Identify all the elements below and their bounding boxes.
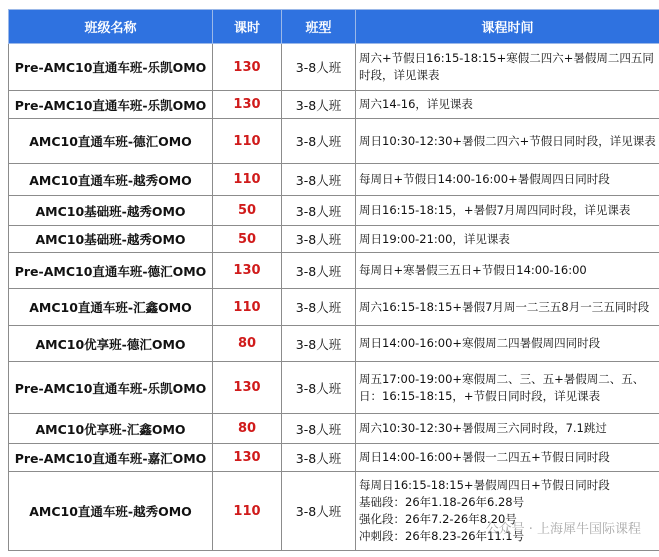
hours-cell: 130 bbox=[213, 253, 282, 289]
class-type-cell: 3-8人班 bbox=[282, 119, 356, 164]
course-time-line: 周日14:00-16:00+寒假周二四暑假周四同时段 bbox=[359, 336, 601, 350]
table-row bbox=[9, 414, 659, 444]
table-row bbox=[9, 289, 659, 326]
course-time-cell bbox=[356, 289, 659, 326]
class-type-cell: 3-8人班 bbox=[282, 196, 356, 226]
table-row bbox=[9, 44, 659, 91]
class-name-cell: Pre-AMC10直通车班-乐凯OMO bbox=[9, 362, 213, 414]
course-time-line: 周六16:15-18:15+暑假7月周一二三五8月一三五同时段 bbox=[359, 299, 650, 314]
hours-cell: 110 bbox=[213, 289, 282, 326]
table-row bbox=[9, 91, 659, 119]
class-type-cell: 3-8人班 bbox=[282, 253, 356, 289]
course-time-cell bbox=[356, 226, 659, 253]
class-type-cell: 3-8人班 bbox=[282, 414, 356, 444]
class-type-cell: 3-8人班 bbox=[282, 472, 356, 551]
hours-cell: 50 bbox=[213, 226, 282, 253]
class-type-cell: 3-8人班 bbox=[282, 91, 356, 119]
course-time-cell bbox=[356, 414, 659, 444]
course-time-line: 周六14-16，详见课表 bbox=[359, 97, 473, 111]
header-class-name: 班级名称 bbox=[9, 10, 213, 44]
course-time-cell bbox=[356, 91, 659, 119]
hours-cell: 80 bbox=[213, 414, 282, 444]
course-time-cell bbox=[356, 362, 659, 414]
class-name-cell: Pre-AMC10直通车班-乐凯OMO bbox=[9, 91, 213, 119]
course-time-line: 周六10:30-12:30+暑假周三六同时段，7.1跳过 bbox=[359, 421, 607, 435]
class-type-cell: 3-8人班 bbox=[282, 444, 356, 472]
class-name-cell: Pre-AMC10直通车班-嘉汇OMO bbox=[9, 444, 213, 472]
course-time-cell bbox=[356, 164, 659, 196]
watermark: 公众号 · 上海犀牛国际课程 bbox=[485, 522, 641, 537]
table-row bbox=[9, 253, 659, 289]
header-hours: 课时 bbox=[213, 10, 282, 44]
course-schedule-table bbox=[8, 9, 659, 551]
header-class-type: 班型 bbox=[282, 10, 356, 44]
table-row bbox=[9, 119, 659, 164]
header-course-time: 课程时间 bbox=[356, 10, 659, 44]
course-time-line: 时段，详见课表 bbox=[359, 68, 440, 82]
class-name-cell: AMC10基础班-越秀OMO bbox=[9, 226, 213, 253]
class-name-cell: AMC10基础班-越秀OMO bbox=[9, 196, 213, 226]
hours-cell: 110 bbox=[213, 472, 282, 551]
course-time-line: 强化段：26年7.2-26年8.20号 bbox=[359, 512, 517, 526]
table-row bbox=[9, 226, 659, 253]
hours-cell: 110 bbox=[213, 119, 282, 164]
hours-cell: 130 bbox=[213, 362, 282, 414]
course-time-line: 每周日+寒暑假三五日+节假日14:00-16:00 bbox=[359, 263, 587, 277]
hours-cell: 110 bbox=[213, 164, 282, 196]
hours-cell: 50 bbox=[213, 196, 282, 226]
course-time-line: 冲刺段：26年8.23-26年11.1号 bbox=[359, 529, 525, 543]
course-time-line: 周日16:15-18:15，+暑假7月周四同时段，详见课表 bbox=[359, 203, 631, 217]
course-time-line: 日：16:15-18:15，+节假日同时段，详见课表 bbox=[359, 388, 601, 403]
table-row bbox=[9, 472, 659, 551]
hours-cell: 130 bbox=[213, 91, 282, 119]
course-time-line: 周日19:00-21:00，详见课表 bbox=[359, 231, 510, 246]
class-name-cell: AMC10优享班-汇鑫OMO bbox=[9, 414, 213, 444]
course-time-cell bbox=[356, 326, 659, 362]
table-row bbox=[9, 164, 659, 196]
table-row bbox=[9, 326, 659, 362]
course-time-line: 每周日+节假日14:00-16:00+暑假周四日同时段 bbox=[359, 172, 610, 186]
class-name-cell: AMC10优享班-德汇OMO bbox=[9, 326, 213, 362]
class-type-cell: 3-8人班 bbox=[282, 44, 356, 91]
class-name-cell: AMC10直通车班-越秀OMO bbox=[9, 164, 213, 196]
table-row bbox=[9, 196, 659, 226]
class-name-cell: Pre-AMC10直通车班-乐凯OMO bbox=[9, 44, 213, 91]
course-time-cell bbox=[356, 253, 659, 289]
table-row bbox=[9, 362, 659, 414]
class-type-cell: 3-8人班 bbox=[282, 226, 356, 253]
course-time-line: 周日14:00-16:00+暑假一二四五+节假日同时段 bbox=[359, 450, 610, 464]
header-row bbox=[9, 10, 659, 44]
class-type-cell: 3-8人班 bbox=[282, 326, 356, 362]
table-row bbox=[9, 444, 659, 472]
table-body bbox=[9, 44, 659, 551]
class-name-cell: Pre-AMC10直通车班-德汇OMO bbox=[9, 253, 213, 289]
class-type-cell: 3-8人班 bbox=[282, 289, 356, 326]
course-time-line: 周日10:30-12:30+暑假二四六+节假日同时段，详见课表 bbox=[359, 133, 656, 148]
hours-cell: 80 bbox=[213, 326, 282, 362]
class-type-cell: 3-8人班 bbox=[282, 164, 356, 196]
hours-cell: 130 bbox=[213, 444, 282, 472]
hours-cell: 130 bbox=[213, 44, 282, 91]
course-time-cell bbox=[356, 196, 659, 226]
class-name-cell: AMC10直通车班-汇鑫OMO bbox=[9, 289, 213, 326]
course-time-line: 周六+节假日16:15-18:15+寒假二四六+暑假周二四五同 bbox=[359, 51, 654, 65]
course-time-cell bbox=[356, 44, 659, 91]
course-time-cell bbox=[356, 472, 659, 551]
course-time-line: 每周日16:15-18:15+暑假周四日+节假日同时段 bbox=[359, 478, 610, 492]
class-type-cell: 3-8人班 bbox=[282, 362, 356, 414]
class-name-cell: AMC10直通车班-越秀OMO bbox=[9, 472, 213, 551]
course-time-cell bbox=[356, 444, 659, 472]
course-time-line: 基础段：26年1.18-26年6.28号 bbox=[359, 495, 525, 509]
course-time-line: 周五17:00-19:00+寒假周二、三、五+暑假周二、五、 bbox=[359, 371, 645, 386]
class-name-cell: AMC10直通车班-德汇OMO bbox=[9, 119, 213, 164]
course-time-cell bbox=[356, 119, 659, 164]
